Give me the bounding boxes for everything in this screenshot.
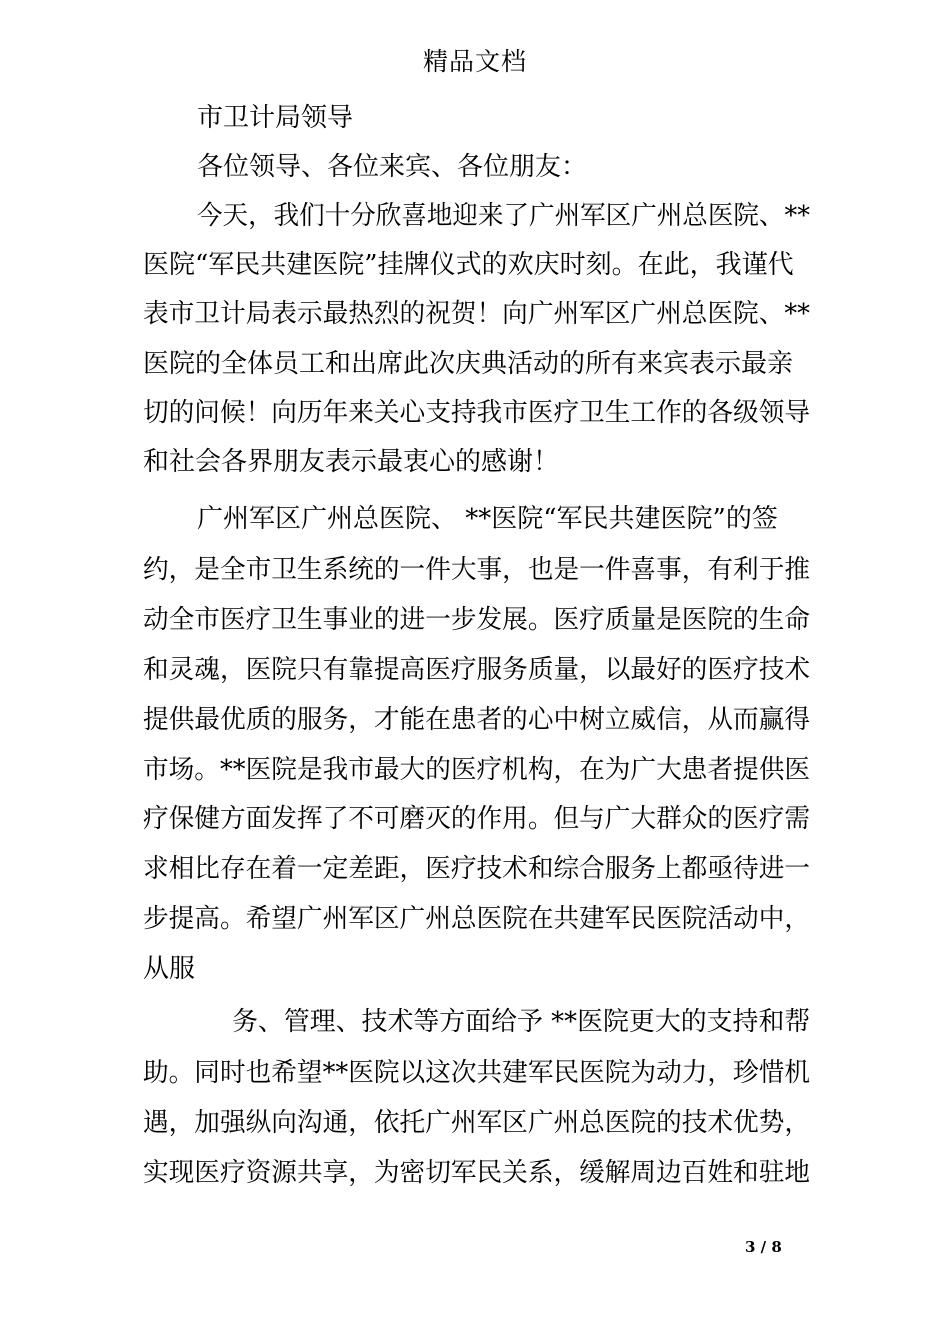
addressee-line: 市卫计局领导 [197, 103, 354, 133]
paragraph-line: 疗保健方面发挥了不可磨灭的作用。但与广大群众的医疗需 [143, 804, 811, 834]
paragraph-line: 和灵魂，医院只有靠提高医疗服务质量，以最好的医疗技术 [143, 655, 811, 685]
paragraph-line: 医院“军民共建医院”挂牌仪式的欢庆时刻。在此，我谨代 [143, 250, 794, 280]
paragraph-line: 实现医疗资源共享，为密切军民关系，缓解周边百姓和驻地 [143, 1158, 811, 1188]
paragraph-line: 从服 [143, 954, 196, 984]
paragraph-line: 步提高。希望广州军区广州总医院在共建军民医院活动中， [143, 904, 811, 934]
paragraph-line: 市场。**医院是我市最大的医疗机构，在为广大患者提供医 [143, 755, 811, 785]
paragraph-line: 今天，我们十分欣喜地迎来了广州军区广州总医院、** [197, 201, 811, 231]
paragraph-line: 务、管理、技术等方面给予 **医院更大的支持和帮 [232, 1007, 811, 1037]
salutation-line: 各位领导、各位来宾、各位朋友： [197, 152, 588, 182]
document-header-title: 精品文档 [422, 47, 527, 76]
page-number: 3 / 8 [745, 1238, 782, 1256]
paragraph-line: 切的问候！向历年来关心支持我市医疗卫生工作的各级领导 [143, 398, 811, 428]
paragraph-line: 广州军区广州总医院、 **医院“军民共建医院”的签 [197, 504, 778, 534]
paragraph-line: 医院的全体员工和出席此次庆典活动的所有来宾表示最亲 [143, 349, 794, 379]
paragraph-line: 遇，加强纵向沟通，依托广州军区广州总医院的技术优势， [143, 1108, 811, 1138]
paragraph-line: 求相比存在着一定差距，医疗技术和综合服务上都亟待进一 [143, 854, 811, 884]
paragraph-line: 提供最优质的服务，才能在患者的心中树立威信，从而赢得 [143, 705, 811, 735]
paragraph-line: 和社会各界朋友表示最衷心的感谢！ [143, 447, 560, 477]
paragraph-line: 动全市医疗卫生事业的进一步发展。医疗质量是医院的生命 [143, 605, 811, 635]
paragraph-line: 助。同时也希望**医院以这次共建军民医院为动力，珍惜机 [143, 1058, 811, 1088]
paragraph-line: 表市卫计局表示最热烈的祝贺！向广州军区广州总医院、** [143, 299, 811, 329]
paragraph-line: 约，是全市卫生系统的一件大事，也是一件喜事，有利于推 [143, 555, 811, 585]
